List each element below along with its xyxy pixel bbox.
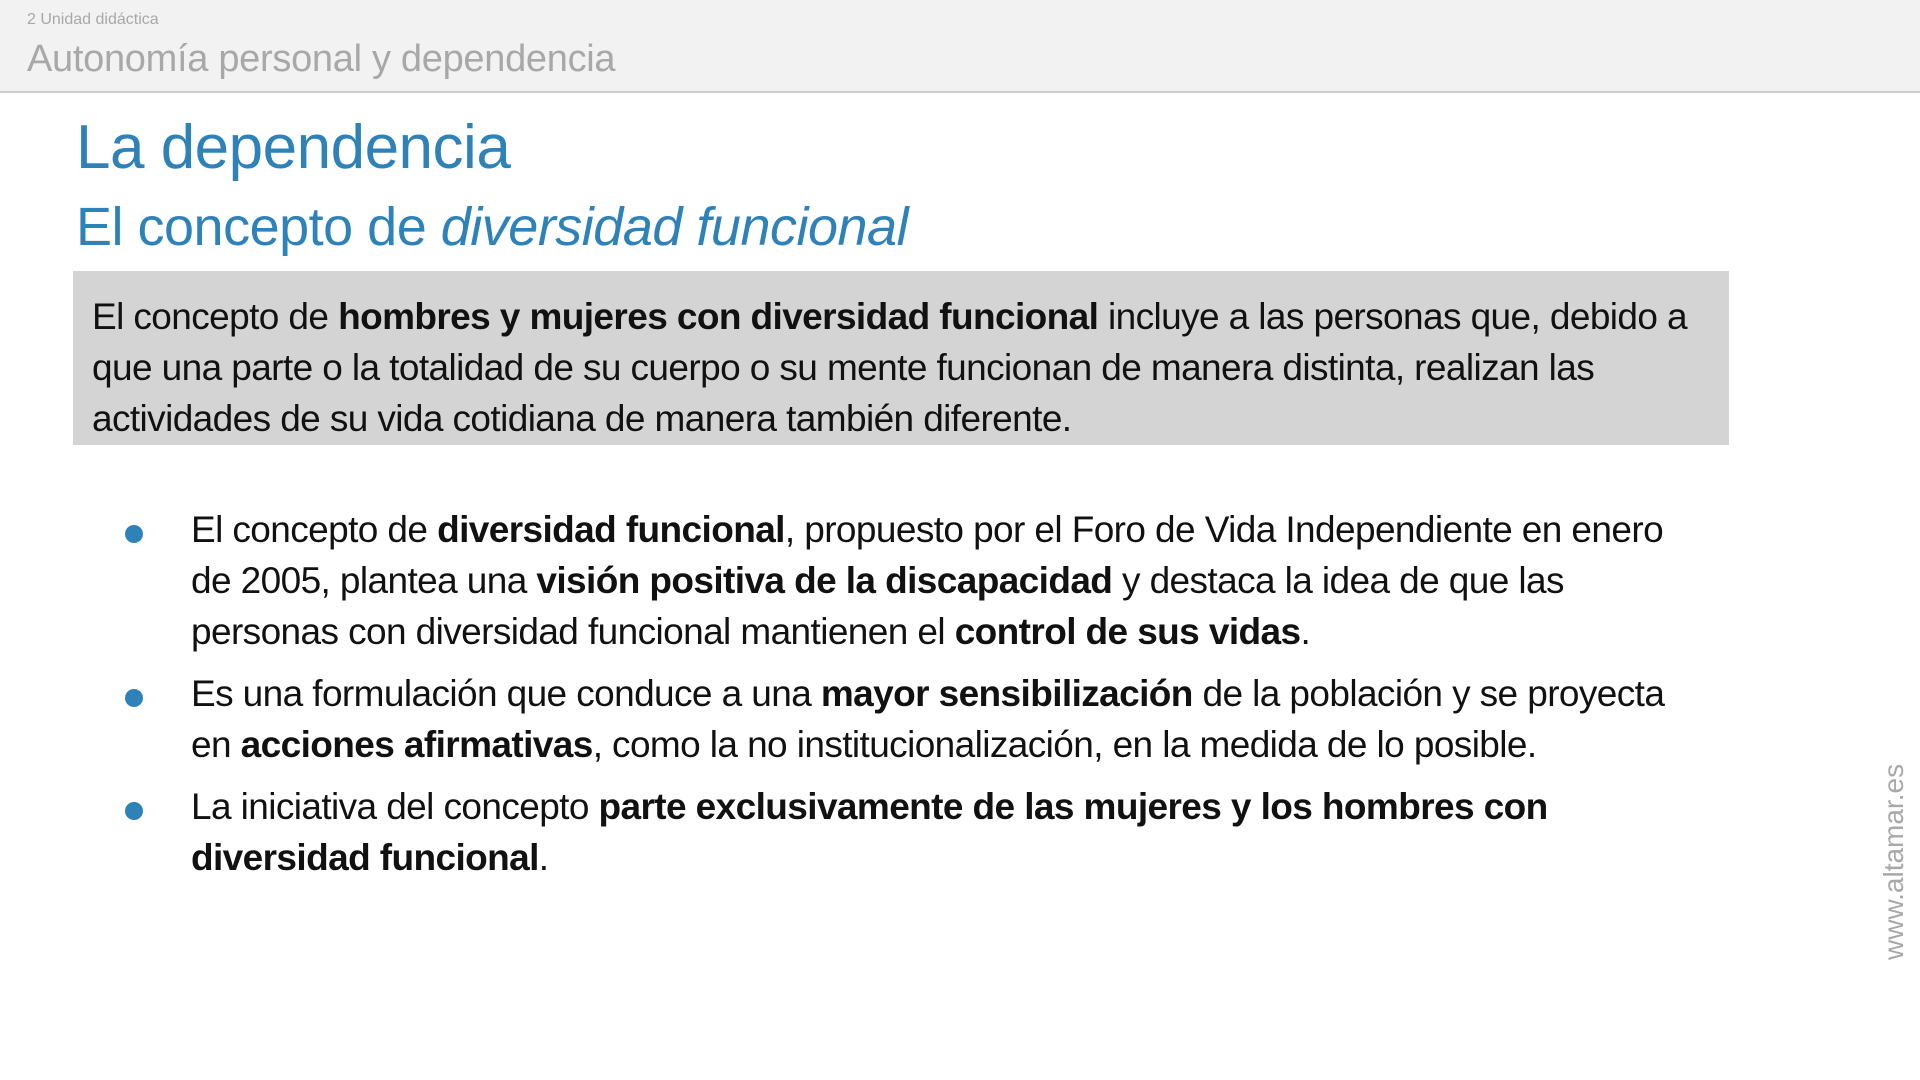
- bullet-text: La iniciativa del concepto: [191, 786, 599, 827]
- bullet-text: Es una formulación que conduce a una: [191, 673, 821, 714]
- bullet-text: .: [538, 837, 549, 878]
- website-watermark: www.altamar.es: [1878, 763, 1909, 960]
- bullet-highlight: control de sus vidas: [954, 611, 1301, 652]
- subtitle-plain: El concepto de: [76, 197, 441, 257]
- bullet-text: de la población y se proyecta en: [191, 673, 1665, 765]
- bullet-highlight: visión positiva de la discapacidad: [536, 560, 1113, 601]
- bullet-text: , como la no institucionalización, en la medida de lo posible.: [592, 724, 1537, 765]
- bullet-item: [123, 668, 1703, 770]
- definition-highlight: hombres y mujeres con diversidad funcional: [338, 296, 1099, 337]
- bullet-dot-icon: [125, 525, 143, 543]
- definition-text: El concepto de: [92, 296, 339, 337]
- bullet-text: El concepto de: [191, 509, 438, 550]
- bullet-highlight: diversidad funcional: [437, 509, 785, 550]
- bullet-text: .: [1300, 611, 1311, 652]
- bullet-text: y destaca la idea de que las personas con diversidad funcional mantienen el: [191, 560, 1564, 652]
- bullet-dot-icon: [125, 689, 143, 707]
- bullet-highlight: parte exclusivamente de las mujeres y los hombres con diversidad funcional: [191, 786, 1548, 878]
- slide-header: [0, 0, 1920, 93]
- definition-text: incluye a las personas que, debido a que una parte o la totalidad de su cuerpo o su mente funcionan de manera distinta, realizan las actividades de su vida cotidiana de manera también diferente.: [92, 296, 1688, 439]
- bullet-item: [123, 781, 1703, 883]
- slide-subtitle: [76, 196, 908, 258]
- bullet-item: [123, 504, 1703, 657]
- bullet-dot-icon: [125, 802, 143, 820]
- subtitle-italic: diversidad funcional: [440, 197, 909, 257]
- bullet-text: , propuesto por el Foro de Vida Independiente en enero de 2005, plantea una: [191, 509, 1664, 601]
- unit-label: 2 Unidad didáctica: [27, 11, 159, 28]
- course-title: Autonomía personal y dependencia: [27, 38, 616, 80]
- slide-title: La dependencia: [76, 113, 511, 182]
- bullet-highlight: mayor sensibilización: [820, 673, 1193, 714]
- bullet-list: [123, 504, 1703, 894]
- definition-box: [73, 271, 1729, 445]
- bullet-highlight: acciones afirmativas: [240, 724, 593, 765]
